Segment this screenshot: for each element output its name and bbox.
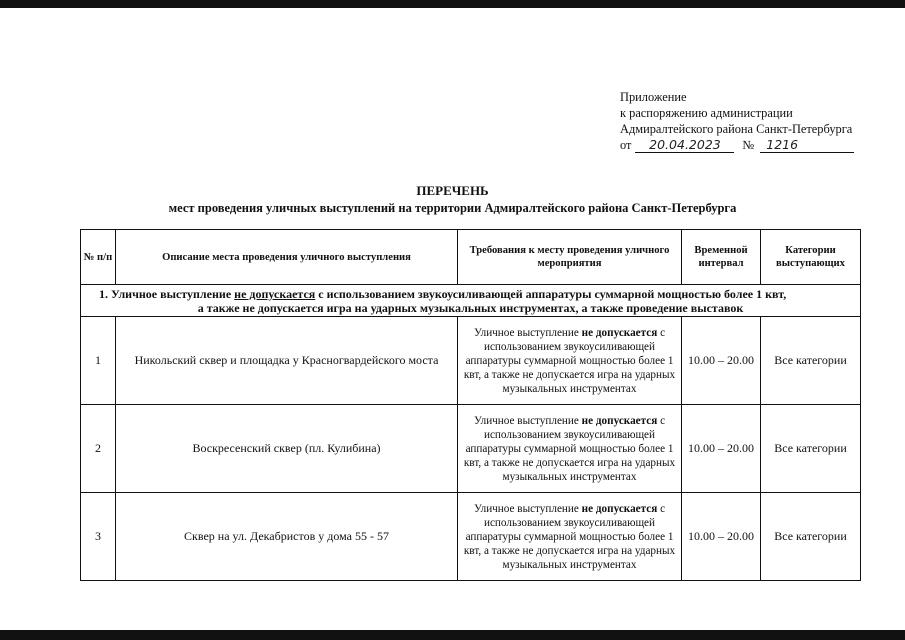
scan-bottom-border — [0, 630, 905, 640]
row-requirements: Уличное выступление не допускается с использованием звукоусиливающей аппаратуры суммарной мощностью более 1 квт, а также не допускается игра на ударных музыкальных инструментах — [458, 493, 682, 581]
section-line1: 1. Уличное выступление не допускается с использованием звукоусиливающей аппаратуры суммарной мощностью более 1 квт, — [99, 286, 787, 301]
annex-date-line — [620, 137, 854, 153]
header-requirements: Требования к месту проведения уличного мероприятия — [458, 230, 682, 285]
date-prefix: от — [620, 138, 632, 152]
document-title: ПЕРЕЧЕНЬ — [416, 183, 489, 198]
row-time: 10.00 – 20.00 — [682, 317, 761, 405]
annex-block — [620, 89, 854, 153]
places-table — [80, 229, 861, 581]
row-category: Все категории — [761, 405, 861, 493]
row-category: Все категории — [761, 317, 861, 405]
row-time: 10.00 – 20.00 — [682, 405, 761, 493]
annex-line2: к распоряжению администрации — [620, 106, 793, 120]
row-num: 2 — [81, 405, 116, 493]
row-requirements: Уличное выступление не допускается с использованием звукоусиливающей аппаратуры суммарной мощностью более 1 квт, а также не допускается игра на ударных музыкальных инструментах — [458, 317, 682, 405]
row-description: Сквер на ул. Декабристов у дома 55 - 57 — [116, 493, 458, 581]
row-description: Воскресенский сквер (пл. Кулибина) — [116, 405, 458, 493]
section-line2: а также не допускается игра на ударных музыкальных инструментах, а также проведение выставок — [197, 300, 744, 315]
row-time: 10.00 – 20.00 — [682, 493, 761, 581]
scan-top-border — [0, 0, 905, 8]
header-num: № п/п — [81, 230, 116, 285]
table-row — [81, 493, 861, 581]
header-description: Описание места проведения уличного выступления — [116, 230, 458, 285]
annex-line3: Адмиралтейского района Санкт-Петербурга — [620, 122, 853, 136]
table-row — [81, 405, 861, 493]
document-subtitle: мест проведения уличных выступлений на территории Адмиралтейского района Санкт-Петербурга — [168, 201, 737, 215]
table-row — [81, 317, 861, 405]
section-row — [81, 285, 861, 317]
header-time: Временной интервал — [682, 230, 761, 285]
handwritten-date: 20.04.2023 — [635, 138, 734, 153]
row-num: 3 — [81, 493, 116, 581]
annex-line1: Приложение — [620, 90, 687, 104]
number-sign: № — [742, 138, 755, 152]
section-cell — [81, 285, 861, 317]
row-num: 1 — [81, 317, 116, 405]
row-description: Никольский сквер и площадка у Красногвардейского моста — [116, 317, 458, 405]
row-category: Все категории — [761, 493, 861, 581]
handwritten-number: 1216 — [760, 138, 854, 153]
header-categories: Категории выступающих — [761, 230, 861, 285]
table-header-row — [81, 230, 861, 285]
row-requirements: Уличное выступление не допускается с использованием звукоусиливающей аппаратуры суммарной мощностью более 1 квт, а также не допускается игра на ударных музыкальных инструментах — [458, 405, 682, 493]
